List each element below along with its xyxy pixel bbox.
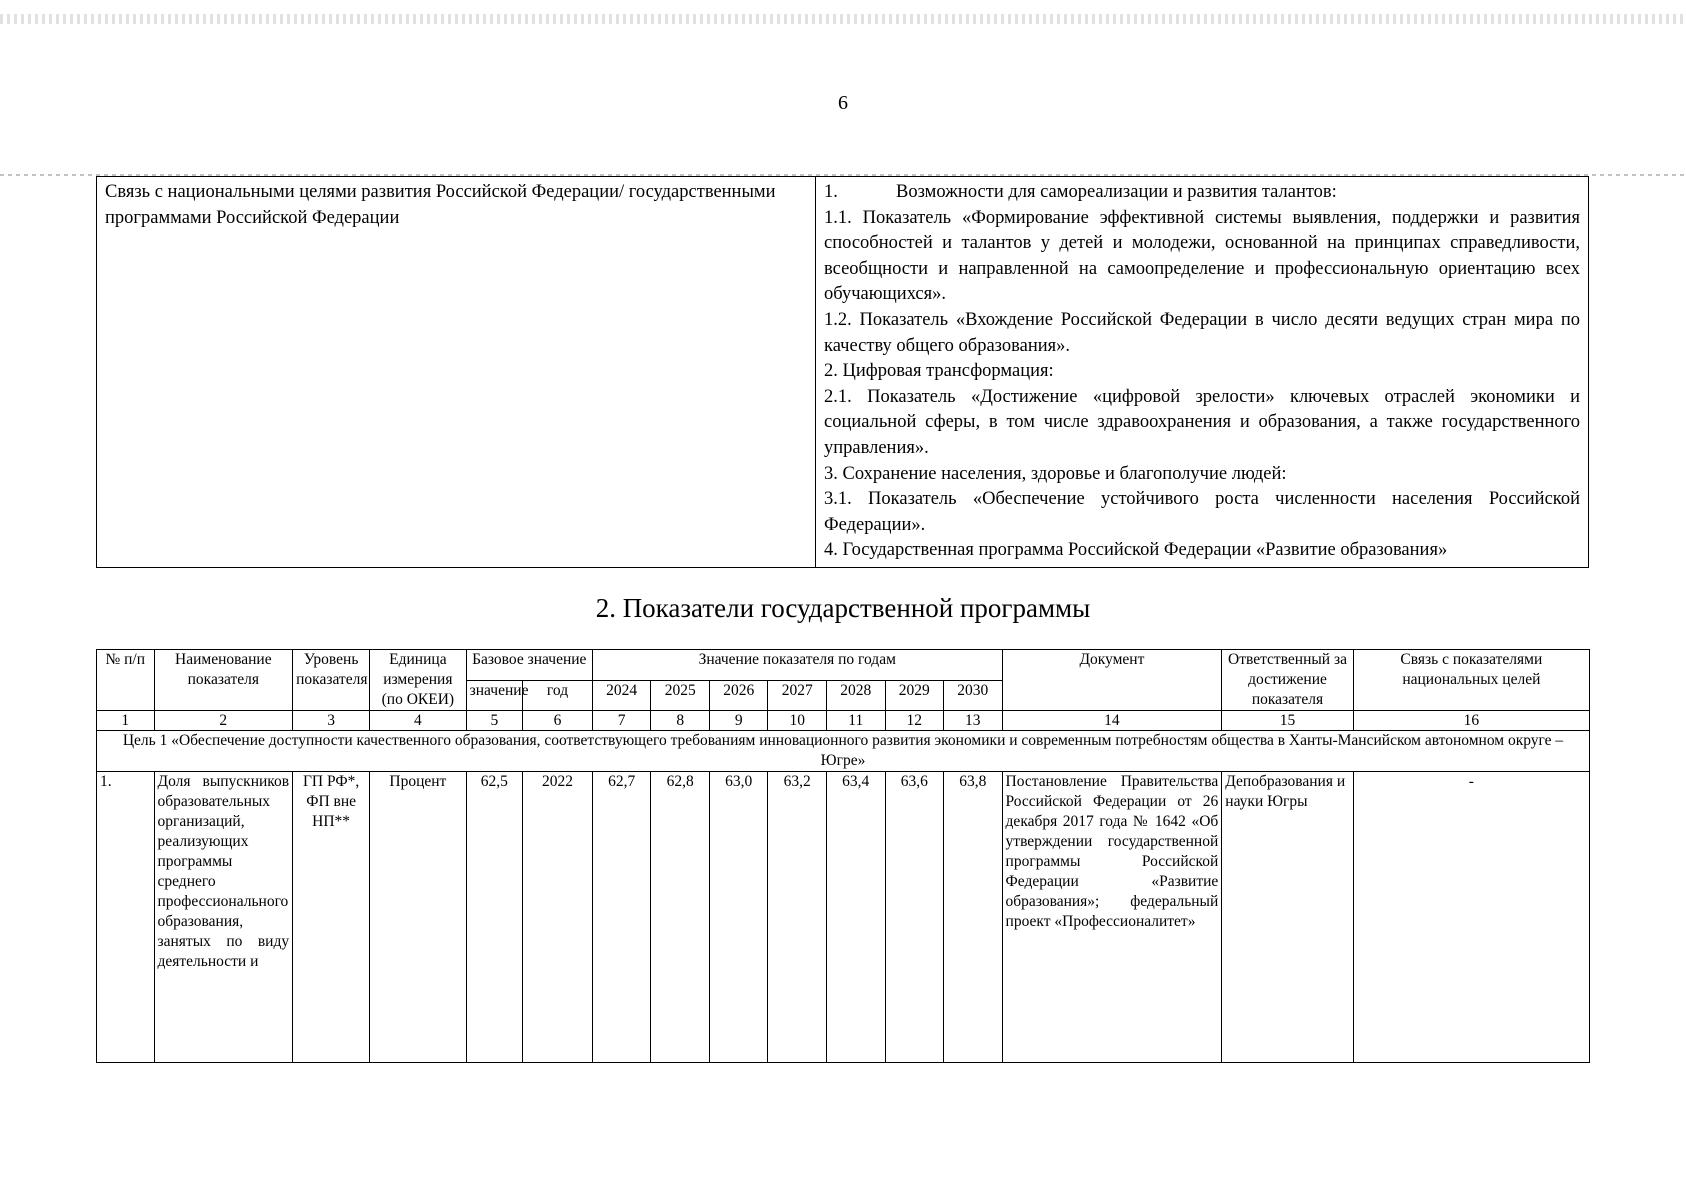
column-index: 14	[1002, 711, 1222, 731]
column-index: 1	[97, 711, 155, 731]
header-year: 2027	[768, 680, 827, 711]
section-title: 2. Показатели государственной программы	[595, 593, 1091, 623]
column-index: 15	[1222, 711, 1353, 731]
row-document: Постановление Правительства Российской Федерации от 26 декабря 2017 года № 1642 «Об утверждении государственной программы Российской Федерации «Развитие образования»; федеральный проект «Профессионалитет»	[1002, 772, 1222, 1063]
column-index: 2	[154, 711, 293, 731]
header-responsible: Ответственный за достижение показателя	[1222, 650, 1353, 711]
header-year: 2028	[826, 680, 885, 711]
column-index: 6	[523, 711, 593, 731]
scan-artifact-top	[0, 14, 1686, 24]
header-national-links: Связь с показателями национальных целей	[1353, 650, 1589, 711]
goal-item-1-num: 1.	[824, 182, 838, 202]
goal-item-3: 3. Сохранение населения, здоровье и благополучие людей:	[824, 463, 1287, 484]
row-base-value: 62,5	[466, 772, 522, 1063]
row-unit: Процент	[370, 772, 467, 1063]
goal-item-2: 2. Цифровая трансформация:	[824, 361, 1054, 382]
row-value-2025: 62,8	[651, 772, 710, 1063]
column-index: 4	[370, 711, 467, 731]
header-level: Уровень показателя	[293, 650, 370, 711]
row-num: 1.	[97, 772, 155, 1063]
column-index: 3	[293, 711, 370, 731]
row-value-2028: 63,4	[826, 772, 885, 1063]
header-unit: Единица измерения (по ОКЕИ)	[370, 650, 467, 711]
header-base-value: значение	[466, 680, 522, 711]
indicator-2-1: 2.1. Показатель «Достижение «цифровой зрелости» ключевых отраслей экономики и социальной сферы, в том числе здравоохранения и образования, а также государственного управления».	[824, 386, 1580, 458]
header-year: 2029	[885, 680, 944, 711]
column-index: 5	[466, 711, 522, 731]
column-index: 11	[826, 711, 885, 731]
row-level: ГП РФ*, ФП вне НП**	[293, 772, 370, 1063]
indicator-1-2: 1.2. Показатель «Вхождение Российской Федерации в число десяти ведущих стран мира по качеству общего образования».	[824, 309, 1580, 356]
column-index: 16	[1353, 711, 1589, 731]
header-base: Базовое значение	[466, 650, 592, 681]
column-index: 10	[768, 711, 827, 731]
header-name: Наименование показателя	[154, 650, 293, 711]
row-value-2029: 63,6	[885, 772, 944, 1063]
header-year: 2030	[944, 680, 1003, 711]
header-base-year: год	[523, 680, 593, 711]
row-value-2024: 62,7	[592, 772, 651, 1063]
row-value-2026: 63,0	[709, 772, 768, 1063]
column-index: 13	[944, 711, 1003, 731]
goal-item-1	[824, 180, 1580, 206]
goal-item-4: 4. Государственная программа Российской Федерации «Развитие образования»	[824, 540, 1448, 561]
header-year: 2025	[651, 680, 710, 711]
header-document: Документ	[1002, 650, 1222, 711]
row-value-2027: 63,2	[768, 772, 827, 1063]
indicators-table	[96, 649, 1590, 1063]
goal-item-1-text: Возможности для самореализации и развития талантов:	[896, 182, 1337, 202]
header-values-by-year: Значение показателя по годам	[592, 650, 1002, 681]
row-base-year: 2022	[523, 772, 593, 1063]
column-index: 9	[709, 711, 768, 731]
header-num: № п/п	[97, 650, 155, 711]
goal-1: Цель 1 «Обеспечение доступности качественного образования, соответствующего требованиям инновационного развития экономики и современным потребностям общества в Ханты-Мансийском автономном округе – Югре»	[97, 731, 1590, 772]
table-row	[97, 772, 1590, 1063]
page-number: 6	[838, 92, 848, 114]
indicator-1-1: 1.1. Показатель «Формирование эффективной системы выявления, поддержки и развития способностей и талантов у детей и молодежи, основанной на принципах справедливости, всеобщности и направленной на самоопределение и профессиональную ориентацию всех обучающихся».	[824, 207, 1580, 305]
row-responsible: Депобразования и науки Югры	[1222, 772, 1353, 1063]
column-index: 7	[592, 711, 651, 731]
row-value-2030: 63,8	[944, 772, 1003, 1063]
national-goals-content	[816, 177, 1589, 568]
national-goals-table	[96, 176, 1589, 568]
column-index-row	[97, 711, 1590, 731]
national-goals-label: Связь с национальными целями развития Российской Федерации/ государственными программами Российской Федерации	[97, 177, 816, 568]
indicator-3-1: 3.1. Показатель «Обеспечение устойчивого роста численности населения Российской Федерации».	[824, 489, 1580, 535]
header-year: 2024	[592, 680, 651, 711]
column-index: 12	[885, 711, 944, 731]
goal-row	[97, 731, 1590, 772]
header-year: 2026	[709, 680, 768, 711]
column-index: 8	[651, 711, 710, 731]
row-national-links: -	[1353, 772, 1589, 1063]
row-name: Доля выпускников образовательных организаций, реализующих программы среднего профессионального образования, занятых по виду деятельности и	[154, 772, 293, 1063]
